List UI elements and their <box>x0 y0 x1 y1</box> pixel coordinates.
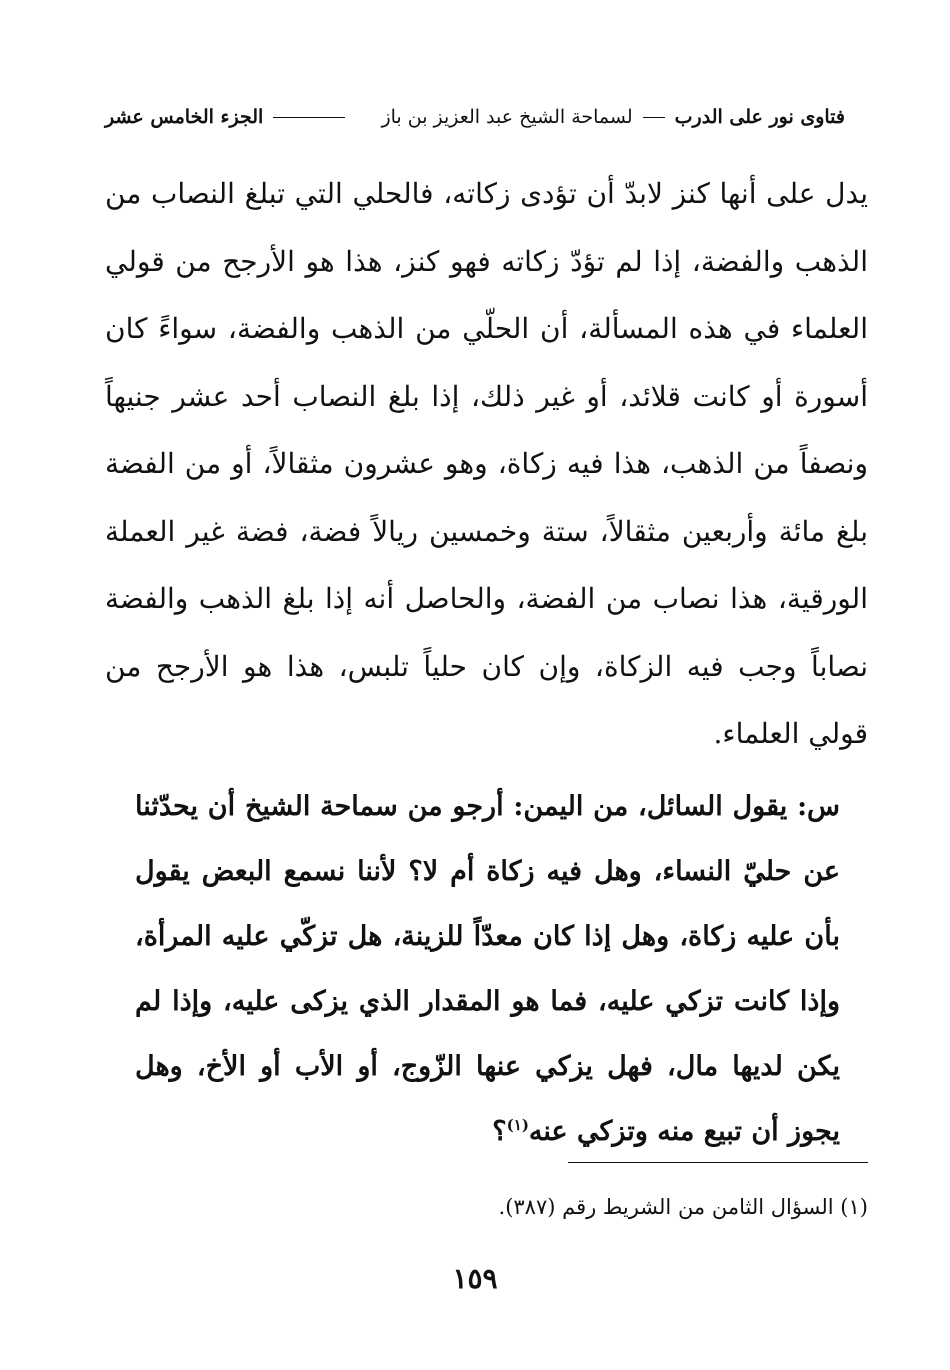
footnote-reference: (١) <box>506 1115 529 1134</box>
question-mark: ؟ <box>492 1115 507 1147</box>
answer-paragraph: يدل على أنها كنز لابدّ أن تؤدى زكاته، فالحلي التي تبلغ النصاب من الذهب والفضة، إذا لم تؤدّ زكاته فهو كنز، هذا هو الأرجح من قولي العلماء في هذه المسألة، أن الحلّي من الذهب والفضة، سواءً كان أسورة أو كانت قلائد، أو غير ذلك، إذا بلغ النصاب أحد عشر جنيهاً ونصفاً من الذهب، هذا فيه زكاة، وهو عشرون مثقالاً، أو من الفضة بلغ مائة وأربعين مثقالاً، ستة وخمسين ريالاً فضة، فضة غير العملة الورقية، هذا نصاب من الفضة، والحاصل أنه إذا بلغ الذهب والفضة نصاباً وجب فيه الزكاة، وإن كان حلياً تلبس، هذا هو الأرجح من قولي العلماء. <box>105 177 868 750</box>
running-header <box>105 100 845 134</box>
page-body <box>105 160 868 1164</box>
book-title: فتاوى نور على الدرب <box>674 106 845 128</box>
question-paragraph <box>105 774 868 1164</box>
question-text: س: يقول السائل، من اليمن: أرجو من سماحة الشيخ أن يحدّثنا عن حليّ النساء، وهل فيه زكاة أم لا؟ لأننا نسمع البعض يقول بأن عليه زكاة، وهل إذا كان معدّاً للزينة، هل تزكّي عليه المرأة، وإذا كانت تزكي عليه، فما هو المقدار الذي يزكى عليه، وإذا لم يكن لديها مال، فهل يزكي عنها الزّوج، أو الأب أو الأخ، وهل يجوز أن تبيع منه وتزكي عنه <box>135 790 840 1147</box>
page-number: ١٥٩ <box>452 1262 498 1295</box>
header-volume-group <box>105 106 345 128</box>
author-line: لسماحة الشيخ عبد العزيز بن باز <box>381 106 633 128</box>
footnote-divider <box>568 1162 868 1163</box>
header-rule <box>273 117 345 118</box>
header-dash <box>643 117 665 118</box>
header-title-group <box>381 106 845 128</box>
volume-label: الجزء الخامس عشر <box>105 106 264 128</box>
footnote: (١) السؤال الثامن من الشريط رقم (٣٨٧). <box>498 1195 868 1219</box>
